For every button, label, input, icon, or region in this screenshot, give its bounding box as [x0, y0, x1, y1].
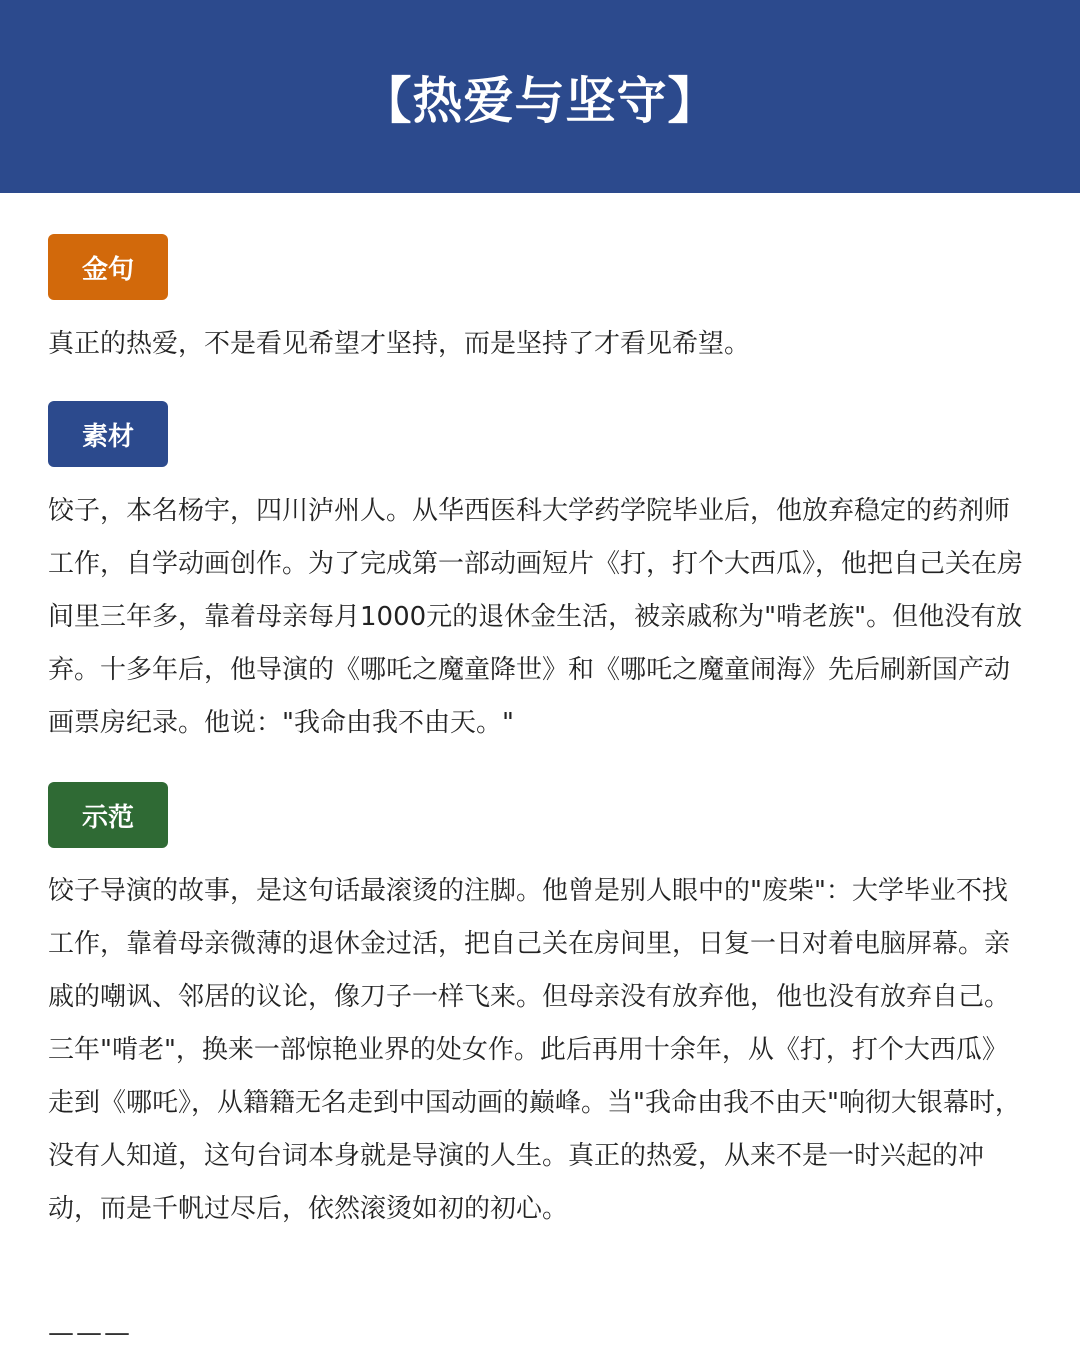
page-title: 【热爱与坚守】 [361, 71, 719, 130]
material-text: 饺子，本名杨宇，四川泸州人。从华西医科大学药学院毕业后，他放弃稳定的药剂师工作，自学动画创作。为了完成第一部动画短片《打，打个大西瓜》，他把自己关在房间里三年多，靠着母亲每月1000元的退休金生活，被亲戚称为"啃老族"。但他没有放弃。十多年后，他导演的《哪吒之魔童降世》和《哪吒之魔童闹海》先后刷新国产动画票房纪录。他说："我命由我不由天。" [48, 496, 1024, 738]
quote-text: 真正的热爱，不是看见希望才坚持，而是坚持了才看见希望。 [48, 329, 751, 359]
page-header [0, 0, 1080, 193]
example-text: 饺子导演的故事，是这句话最滚烫的注脚。他曾是别人眼中的"废柴"：大学毕业不找工作，靠着母亲微薄的退休金过活，把自己关在房间里，日复一日对着电脑屏幕。亲戚的嘲讽、邻居的议论，像刀子一样飞来。但母亲没有放弃他，他也没有放弃自己。三年"啃老"，换来一部惊艳业界的处女作。此后再用十余年，从《打，打个大西瓜》走到《哪吒》，从籍籍无名走到中国动画的巅峰。当"我命由我不由天"响彻大银幕时，没有人知道，这句台词本身就是导演的人生。真正的热爱，从来不是一时兴起的冲动，而是千帆过尽后，依然滚烫如初的初心。 [48, 876, 1021, 1224]
quote-tag: 金句 [48, 234, 168, 300]
footer-divider: ——— [48, 1318, 132, 1348]
example-tag: 示范 [48, 782, 168, 848]
material-tag: 素材 [48, 401, 168, 467]
